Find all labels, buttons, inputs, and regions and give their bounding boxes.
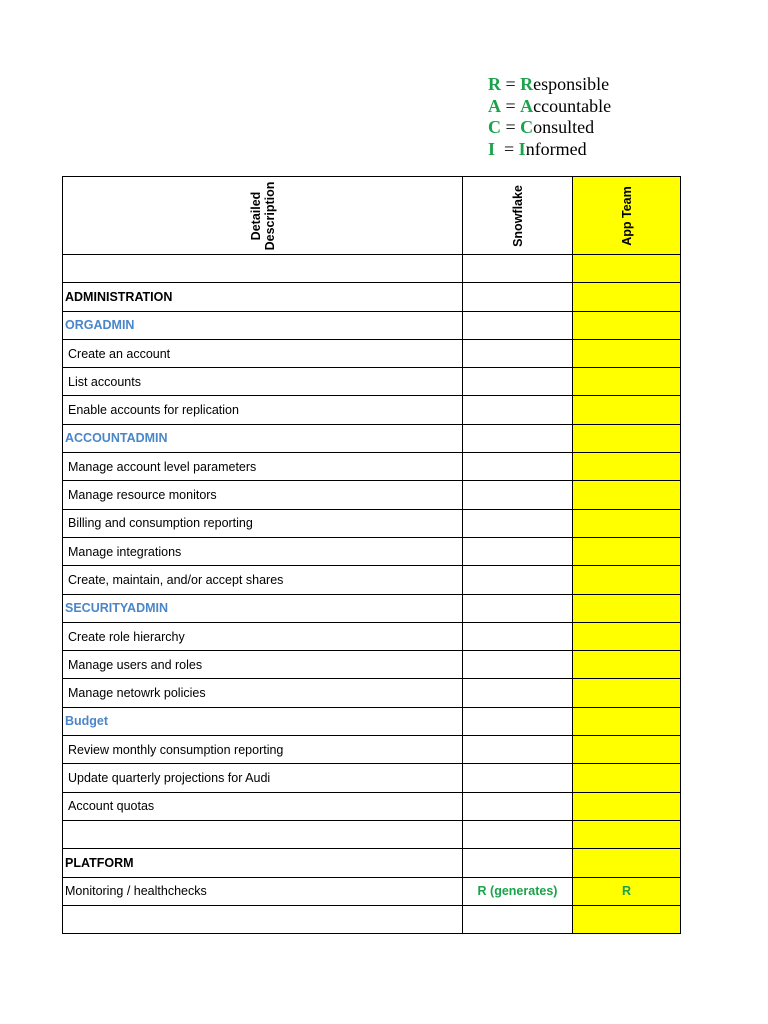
section-administration: ADMINISTRATION: [63, 283, 463, 311]
header-snowflake: Snowflake: [463, 177, 573, 255]
table-row: Account quotas: [63, 792, 681, 820]
table-row: Manage users and roles: [63, 651, 681, 679]
app-team-raci-value: R: [573, 877, 681, 905]
table-row: [63, 255, 681, 283]
header-description: Detailed Description: [63, 177, 463, 255]
table-row: Manage integrations: [63, 537, 681, 565]
table-row: List accounts: [63, 368, 681, 396]
subsection-budget: Budget: [63, 707, 463, 735]
table-row: Review monthly consumption reporting: [63, 736, 681, 764]
legend-letter: R: [488, 74, 501, 94]
table-row: [63, 424, 681, 452]
snowflake-raci-value: R (generates): [463, 877, 573, 905]
table-row: Manage account level parameters: [63, 453, 681, 481]
raci-legend: [488, 74, 611, 160]
table-row: Update quarterly projections for Audi: [63, 764, 681, 792]
header-app-team: App Team: [573, 177, 681, 255]
legend-row-responsible: R = Responsible: [488, 74, 610, 94]
table-row: [63, 283, 681, 311]
subsection-orgadmin: ORGADMIN: [63, 311, 463, 339]
legend-letter: C: [488, 117, 501, 137]
legend-row-accountable: A = Accountable: [488, 95, 612, 116]
header-row: [63, 177, 681, 255]
table-row: [63, 594, 681, 622]
legend-row-informed: I = Informed: [488, 138, 587, 159]
legend-letter: A: [488, 95, 501, 116]
table-row: [63, 820, 681, 848]
table-row: Create an account: [63, 339, 681, 367]
subsection-securityadmin: SECURITYADMIN: [63, 594, 463, 622]
table-row: Billing and consumption reporting: [63, 509, 681, 537]
table-row: [63, 311, 681, 339]
table-row: [63, 905, 681, 933]
table-row: Manage netowrk policies: [63, 679, 681, 707]
legend-row-consulted: C = Consulted: [488, 117, 595, 137]
table-row: [63, 707, 681, 735]
table-row: Enable accounts for replication: [63, 396, 681, 424]
table-row: Create, maintain, and/or accept shares: [63, 566, 681, 594]
table-row: Monitoring / healthchecks R (generates) R: [63, 877, 681, 905]
table-row: Create role hierarchy: [63, 622, 681, 650]
section-platform: PLATFORM: [63, 849, 463, 877]
table-row: [63, 849, 681, 877]
raci-table: [62, 176, 681, 934]
table-row: Manage resource monitors: [63, 481, 681, 509]
legend-letter: I: [488, 138, 496, 159]
subsection-accountadmin: ACCOUNTADMIN: [63, 424, 463, 452]
